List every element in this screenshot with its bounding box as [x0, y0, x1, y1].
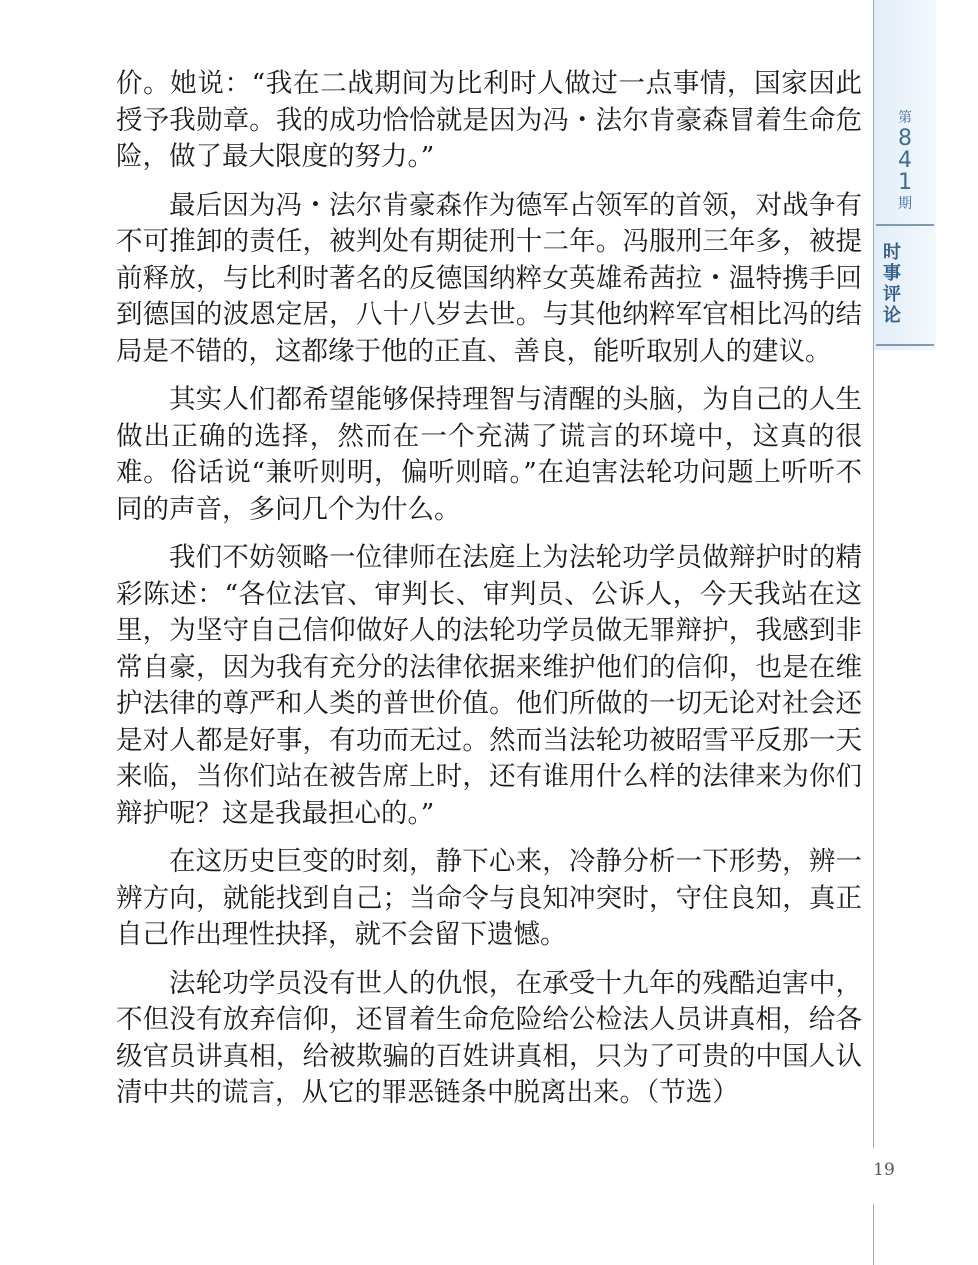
- article-body: [116, 66, 862, 1124]
- issue-digit: 8: [898, 126, 912, 151]
- issue-prefix: 第: [898, 110, 912, 126]
- issue-label: [874, 108, 936, 214]
- page-number: 19: [873, 1160, 895, 1180]
- paragraph: 法轮功学员没有世人的仇恨，在承受十九年的残酷迫害中，不但没有放弃信仰，还冒着生命危险给公检法人员讲真相，给各级官员讲真相，给被欺骗的百姓讲真相，只为了可贵的中国人认清中共的谎言，从它的罪恶链条中脱离出来。（节选）: [116, 967, 862, 1108]
- section-title: [874, 242, 910, 326]
- paragraph: 其实人们都希望能够保持理智与清醒的头脑，为自己的人生做出正确的选择，然而在一个充满了谎言的环境中，这真的很难。俗话说“兼听则明，偏听则暗。”在迫害法轮功问题上听听不同的声音，多问几个为什么。: [116, 384, 862, 525]
- section-title-char: 论: [883, 305, 901, 326]
- sidebar-divider-bottom: [873, 1204, 874, 1265]
- issue-digit: 1: [898, 170, 912, 195]
- section-title-char: 时: [883, 242, 901, 263]
- section-title-char: 评: [883, 284, 901, 305]
- issue-suffix: 期: [898, 196, 912, 212]
- paragraph: 在这历史巨变的时刻，静下心来，冷静分析一下形势，辨一辨方向，就能找到自己；当命令与良知冲突时，守住良知，真正自己作出理性抉择，就不会留下遗憾。: [116, 846, 862, 950]
- section-title-char: 事: [883, 263, 901, 284]
- issue-digit: 4: [898, 148, 912, 173]
- sidebar-rule-top: [876, 224, 934, 226]
- paragraph: 最后因为冯・法尔肯豪森作为德军占领军的首领，对战争有不可推卸的责任，被判处有期徒刑十二年。冯服刑三年多，被提前释放，与比利时著名的反德国纳粹女英雄希茜拉・温特携手回到德国的波恩定居，八十八岁去世。与其他纳粹军官相比冯的结局是不错的，这都缘于他的正直、善良，能听取别人的建议。: [116, 189, 862, 367]
- paragraph: 价。她说：“我在二战期间为比利时人做过一点事情，国家因此授予我勋章。我的成功恰恰就是因为冯・法尔肯豪森冒着生命危险，做了最大限度的努力。”: [116, 68, 862, 172]
- sidebar-rule-bottom: [876, 344, 934, 346]
- paragraph: 我们不妨领略一位律师在法庭上为法轮功学员做辩护时的精彩陈述：“各位法官、审判长、审判员、公诉人，今天我站在这里，为坚守自己信仰做好人的法轮功学员做无罪辩护，我感到非常自豪，因为我有充分的法律依据来维护他们的信仰，也是在维护法律的尊严和人类的普世价值。他们所做的一切无论对社会还是对人都是好事，有功而无过。然而当法轮功被昭雪平反那一天来临，当你们站在被告席上时，还有谁用什么样的法律来为你们辩护呢？这是我最担心的。”: [116, 542, 862, 829]
